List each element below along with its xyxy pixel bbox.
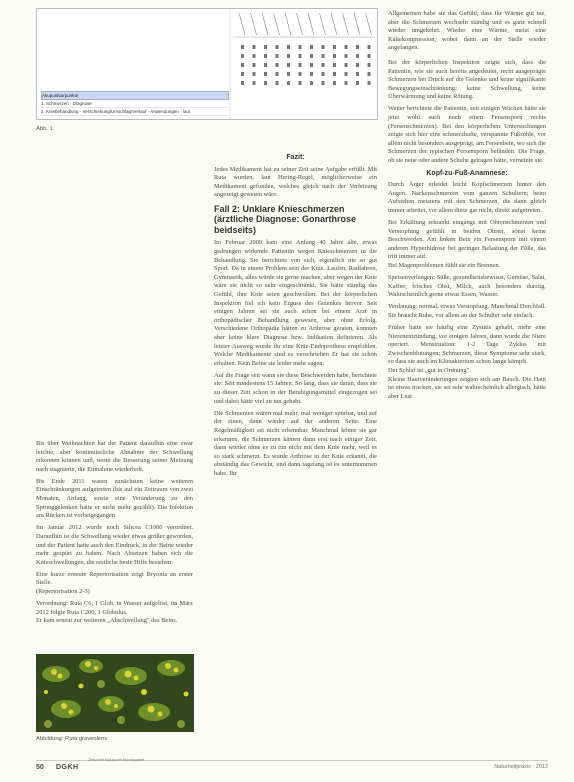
- figure-caption: Abb. 1: [36, 126, 53, 132]
- journal-logo: DGKH: [56, 764, 79, 771]
- journal-emblem: Zeitschrift Klassische Homöopathie: [88, 758, 145, 762]
- paragraph: Die Schmerzen wären mal mehr, mal weniger spürbar, und auf der einen, dann wieder auf der anderen Seite. Eine Regelmäßigkeit sei nicht erkennbar. Manchmal könne sie gar erkennen, die Schmerzen kämen dann erst nach einiger Zeit, dann wieder ohne es zu tun nicht mit dem Knie mehr, weil es so stark schmerzt. Es wurde Arthrose in der Knie erkannt, die abständig das Gewicht, und dann tagelang ist es unternommen habe. Ihr: [214, 409, 377, 477]
- column-1: [36, 440, 193, 629]
- screenshot-title-row: Akupunkturpunkte: [41, 91, 229, 100]
- paragraph: Bei Magenproblemen fühlt sie ein Brennen.: [388, 262, 501, 270]
- plant-illustration: [36, 654, 194, 732]
- column-2: [214, 150, 377, 482]
- screenshot-row: 2. Kniebehandlung · Verschiebung/Umschlag/Verlauf · Anwendungen · laut: [41, 108, 227, 116]
- paragraph: Früher hatte sie häufig eine Zystitis gehabt, mehr eine Nierenentzündung, vor einigen Jahren, dann wurde die Niere operiert. Menstruation: 1-2 Tage Zyklus mit Zwischenblutungen; Schmerzen, diese Symptome sehr stark, so dass sie auch im Klimakterium schon lange kämpft.: [388, 324, 546, 366]
- software-repertory-grid: [231, 9, 377, 119]
- paragraph: Durch Ärger erleidet leicht Kopfschmerzen hinter den Augen. Nackenschmerzen vom ganzen Schultern; beim Aufstehen meistens mit den Schmerzen, die dann gleich immer arbeitet, vor allem diese gar nicht, direkt aufgetreten.: [388, 181, 546, 214]
- photo-caption: Abbildung: Ruta graveolens: [36, 736, 108, 742]
- screenshot-row: 1. Schmerzen · Diagnose: [41, 100, 227, 108]
- paragraph: Allgemeinen habe sie das Gefühl, dass ihr Wärme gut tue, aber die Schmerzen wechseln ständig und es ganz schnell wieder umgekehrt. Wieder eine Wärme, meist eine Kältekompression, wobei dann an der Stelle wieder angefangen.: [388, 10, 546, 52]
- paragraph: Bei Erkältung erkrankt eingangs mit Ohrenschmerzen und Verstopfung gefühlt in beiden Ohren, sonst keine Beschwerden. Am linken Bein ein Fersensporn mit einem anderen Hyperhidrose bei geringer Belastung der Füße, das tritt immer auf.: [388, 219, 546, 261]
- paragraph: Der Schlaf ist „gut in Ordnung".: [388, 367, 471, 375]
- subheading: Fazit:: [286, 154, 305, 161]
- paragraph: Im Februar 2009 kam eine Anfang 40 Jahre alte, etwas gedrungen wirkende Patientin wegen Knieschmerzen in die Behandlung. Sie berichtete von sich, eigentlich nie so gut Sport. Da in einem Problem sein der Knie. Laufen, Radfahren, Gymnastik, alles würde sie gerne machen, aber wegen der Knie wäre sie nicht so sehr eingeschränkt. Sie hätte ständig das Gefühl, ihre Knie seien geschwollen. Bei der körperlichen Inspektion fiel ich kein Erguss des Gelenkes hervor. Seit einigen Jahren sei sie auch schon bei einem Arzt in orthopädischer Behandlung gewesen, aber ohne Erfolg. Verschiedene Orthopädie hätten zu Arthrose geraten, konnten aber keine klare Diagnose bzw. Indikation definieren. Als letzter Ausweg wurde ihr eine Knie-Endoprothese empfohlen. Welche Medikamente sind es verschrieben Er hat sie schon erhalten. Kein Beine sie leider mehr sagen.: [214, 239, 377, 367]
- paragraph: Weiter berichtete die Patientin, seit einigen Wochen hätte sie jetzt wohl auch noch einen Fersensporn rechts (Fersenschmerzen). Bei den körperlichen Untersuchungen zeigte sich hier eine schmerzhafte, verspannte Fußsohle, vor allem nicht besonders ausgeprägt, am Fersenbein, wo sich die Schmerzen der typischen Fersensporn befänden. Die Frage, ob sie neue oder andere Schuhe getragen hätte, verneinte sie.: [388, 105, 546, 164]
- repertory-grid-drawing: [231, 9, 377, 119]
- software-list-panel: [37, 9, 229, 119]
- column-3: [388, 10, 546, 405]
- page-number: 50: [36, 764, 44, 771]
- ruta-plant-photo: [36, 654, 194, 732]
- paragraph: Er kam erneut zur weiteren „Abschwellung" des Beins.: [36, 617, 178, 625]
- paragraph: Verordnung: Ruta C6, 1 Glob. in Wasser aufgelöst, im März 2012 folgte Ruta C200, 1 Globulus.: [36, 600, 193, 616]
- subheading: Kopf-zu-Fuß-Anamnese:: [426, 169, 508, 177]
- paragraph: Bei der körperlichen Inspektion zeigte sich, dass die Patientin, wie sie auch bereits angedeutet, recht ausgeprägte Schmerzen bei Druck auf die Gelenke und keine signifikante Bewegungseinschränkung; keine Schwellung, keine Überwärmung und keine Rötung.: [388, 58, 546, 101]
- issue-label: Naturheilpraxis · 2013: [494, 764, 548, 770]
- paragraph: Speisenverlangen: Süße, gesundheitsbewusst, Gemüse, Salat, Kaffee, frisches Obst, Milch, auch besonders durstig. Wahrscheinlich gerne etwas Essen, Wasser.: [388, 274, 546, 299]
- paragraph: Verdauung: normal, etwas Verstopfung. Manchmal Durchfall. Sie braucht Ruhe, vor allem an der Schulter sehr einfach.: [388, 303, 546, 319]
- paragraph: Auf die Frage seit wann sie diese Beschwerden habe, berichtete sie: Seit mindestens 15 Jahren. So lang, dass sie daran, dass sie zu dieser Zeit schon in der Beruhigungsmittel eingezogen sei und dabei hätte viel zu tun gehabt.: [214, 371, 377, 405]
- page-footer: [36, 758, 548, 776]
- paragraph: Bis Ende 2011 waren zunächsten keine weiteren Einschränkungen aufgetreten (bis auf ein Zeitraum von zwei Monaten, Anfang, sowie eine Veränderung zu den Sprunggelenken hatte er nicht mehr gezählt). Die Infektion am Rücken ist vorbeigegangen.: [36, 477, 193, 520]
- paragraph: Jedes Medikament hat zu seiner Zeit seine Aufgabe erfüllt. Mit Ruta wurden, laut Hering-Regel, möglicherweise ein Medikament gefunden, welches gleich nach der Verletzung angezeigt gewesen wäre.: [214, 165, 377, 199]
- paragraph: Im Januar 2012 wurde noch Silicea C1000 verordnet. Daraufhin ist die Schwellung wieder etwas größer geworden, und der Patient hatte auch den Eindruck, in der Beine wieder mehr gespürt zu haben. Nach Absetzen haben sich die Knieschwellungen, die restliche beste Hilfe bestehen.: [36, 524, 193, 566]
- software-screenshot-figure: [36, 8, 378, 120]
- paragraph: Eine kurze erneute Repertorisation zeigt Bryonia an erster Stelle.: [36, 570, 193, 587]
- section-heading: Fall 2: Unklare Knieschmerzen (ärztliche Diagnose: Gonarthrose beidseits): [214, 203, 357, 235]
- paragraph: Bis über Weihnachten hat der Patient daraufhin eine zwar leichte, aber kontinuierliche Abnahme der Schwellung erkennen können und, wenn die Besserung seiner Meinung nach stagnierte, die Einnahme wiederholt.: [36, 440, 193, 473]
- paragraph: (Repertorisation 2-3): [36, 588, 90, 595]
- paragraph: Kleine Hautveränderungen zeigten sich am Bauch. Die Haut ist etwas trocken, sie sei sehr wahrscheinlich allergisch, hätte aber Lust: [388, 375, 546, 400]
